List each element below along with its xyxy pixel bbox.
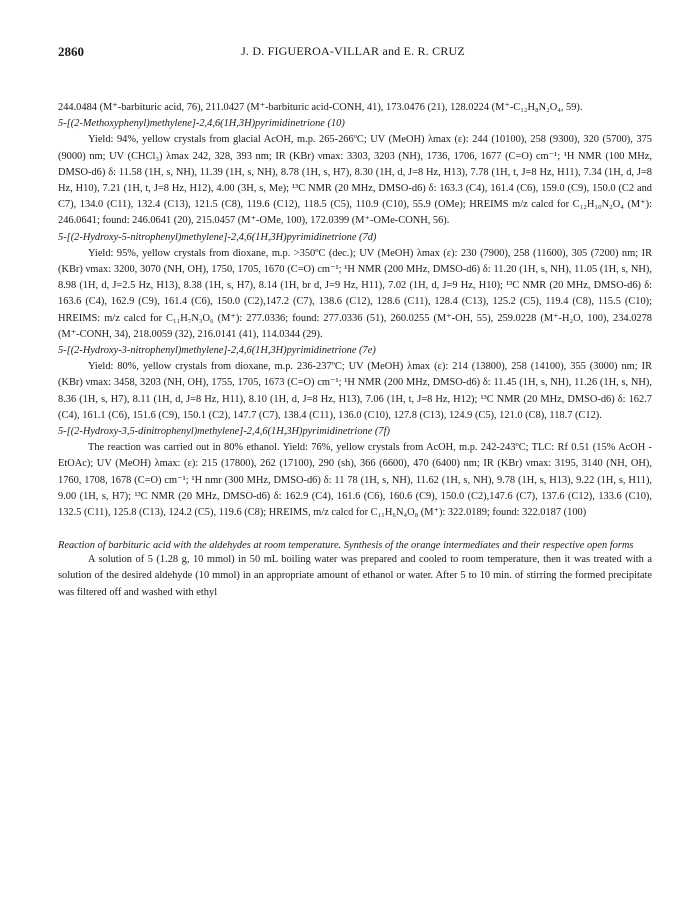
compound-data-7d: Yield: 95%, yellow crystals from dioxane, m.p. >350ºC (dec.); UV (MeOH) λmax (ε): 230 (7900), 258 (11600), 305 (7200) nm; IR (KBr) νmax: 3200, 3070 (NH, OH), 1750, 1705, 1670 (C=O) cm⁻¹; ¹H NMR (200 MHz, DMSO-d6) δ: 11.20 (1H, s, NH), 11.05 (1H, s, NH), 8.98 (1H, d, J=2.5 Hz, H13), 8.38 (1H, s, H7), 8.14 (1H, br d, J=9 Hz, H11), 7.02 (1H, d, J=9 Hz, H10); ¹³C NMR (20 MHz, DMSO-d6) δ: 163.6 (C4), 162.9 (C9), 161.4 (C6), 150.0 (C2),147.2 (C7), 138.6 (C12), 128.6 (C11), 128.4 (C13), 125.2 (C5), 119.4 (C8), 115.5 (C10); HREIMS: m/z calcd for C₁₁H₇N₃O₆ (M⁺): 277.0336; found: 277.0336 (51), 260.0255 (M⁺-OH, 55), 259.0228 (M⁺-H₂O, 100), 234.0278 (M⁺-CONH, 34), 218.0059 (32), 216.0141 (41), 114.0344 (29). [58,247,652,340]
section-title: Reaction of barbituric acid with the aldehydes at room temperature. Synthesis of the orange intermediates and their respective open forms [58,540,634,552]
compound-data-7e: Yield: 80%, yellow crystals from dioxane, m.p. 236-237ºC; UV (MeOH) λmax (ε): 214 (13800), 258 (14100), 355 (3000) nm; IR (KBr) νmax: 3458, 3203 (NH, OH), 1755, 1705, 1673 (C=O) cm⁻¹; ¹H NMR (200 MHz, DMSO-d6) δ: 11.45 (1H, s, NH), 11.26 (1H, s, NH), 8.36 (1H, s, H7), 8.11 (1H, d, J=8 Hz, H11), 8.10 (1H, d, J=8 Hz, H13), 7.06 (1H, t, J=8 Hz, H12); ¹³C NMR (20 MHz, DMSO-d6) δ: 162.7 (C4), 161.1 (C6), 151.6 (C9), 150.1 (C2), 147.7 (C7), 138.4 (C11), 136.0 (C10), 127.8 (C13), 124.9 (C5), 121.0 (C8), 118.7 (C12). [58,361,652,421]
article-body [58,100,652,601]
running-head: J. D. FIGUEROA-VILLAR and E. R. CRUZ [241,44,465,58]
compound-heading-7d: 5-[(2-Hydroxy-5-nitrophenyl)methylene]-2,4,6(1H,3H)pyrimidinetrione (7d) [58,231,377,243]
compound-data-10: Yield: 94%, yellow crystals from glacial AcOH, m.p. 265-266ºC; UV (MeOH) λmax (ε): 244 (10100), 258 (9300), 320 (5700), 375 (9000) nm; UV (CHCl₃) λmax 242, 328, 393 nm; IR (KBr) νmax: 3303, 3203 (NH), 1736, 1706, 1677 (C=O) cm⁻¹; ¹H NMR (100 MHz, DMSO-d6) δ: 11.58 (1H, s, NH), 11.39 (1H, s, NH), 8.78 (1H, s, H7), 8.30 (1H, d, J=8 Hz, H13), 7.78 (1H, t, J=8 Hz, H11), 7.34 (1H, d, J=8 Hz, H10), 7.21 (1H, t, J=8 Hz, H12), 4.00 (3H, s, Me); ¹³C NMR (20 MHz, DMSO-d6) δ: 163.3 (C4), 161.4 (C6), 159.0 (C9), 150.0 (C2 and C7), 134.0 (C11), 132.4 (C13), 121.5 (C8), 119.6 (C12), 118.5 (C5), 110.9 (C10), 55.9 (OMe); HREIMS m/z calcd for C₁₂H₁₀N₂O₄ (M⁺): 246.0641; found: 246.0641 (20), 215.0457 (M⁺-OMe, 100), 172.0399 (M⁺-OMe-CONH, 56). [58,134,652,227]
compound-heading-7f: 5-[(2-Hydroxy-3,5-dinitrophenyl)methylene]-2,4,6(1H,3H)pyrimidinetrione (7f) [58,426,390,438]
compound-heading-7e: 5-[(2-Hydroxy-3-nitrophenyl)methylene]-2,4,6(1H,3H)pyrimidinetrione (7e) [58,345,376,357]
procedure-paragraph: A solution of 5 (1.28 g, 10 mmol) in 50 mL boiling water was prepared and cooled to room temperature, then it was treated with a solution of the desired aldehyde (10 mmol) in an appropriate amount of ethanol or water. After 5 to 10 min. of stirring the formed precipitate was filtered off and washed with ethyl [58,554,652,598]
compound-heading-10: 5-[(2-Methoxyphenyl)methylene]-2,4,6(1H,3H)pyrimidinetrione (10) [58,118,345,130]
compound-data-7f: The reaction was carried out in 80% ethanol. Yield: 76%, yellow crystals from AcOH, m.p. 242-243ºC; TLC: Rf 0.51 (15% AcOH - EtOAc); UV (MeOH) λmax: (ε): 215 (17800), 262 (17100), 290 (sh), 366 (6600), 470 (6400) nm; IR (KBr) νmax: 3195, 3140 (NH, OH), 1760, 1708, 1678 (C=O) cm⁻¹; ¹H nmr (300 MHz, DMSO-d6) δ: 11 78 (1H, s, NH), 11.62 (1H, s, NH), 9.78 (1H, s, H13), 9.22 (1H, s, H11), 9.00 (1H, s, H7); ¹³C NMR (20 MHz, DMSO-d6) δ: 162.9 (C4), 161.6 (C6), 160.6 (C9), 150.0 (C2),147.6 (C7), 137.6 (C12), 133.6 (C10), 132.5 (C11), 125.8 (C13), 124.2 (C5), 119.6 (C8); HREIMS, m/z calcd for C₁₁H₆N₄O₈ (M⁺): 322.0189; found: 322.0187 (100) [58,442,652,519]
paragraph-continuation: 244.0484 (M⁺-barbituric acid, 76), 211.0427 (M⁺-barbituric acid-CONH, 41), 173.0476 (21), 128.0224 (M⁺-C₁₂H₈N₂O₄, 59). [58,102,583,113]
page-header [58,44,648,62]
page-number: 2860 [58,44,84,59]
